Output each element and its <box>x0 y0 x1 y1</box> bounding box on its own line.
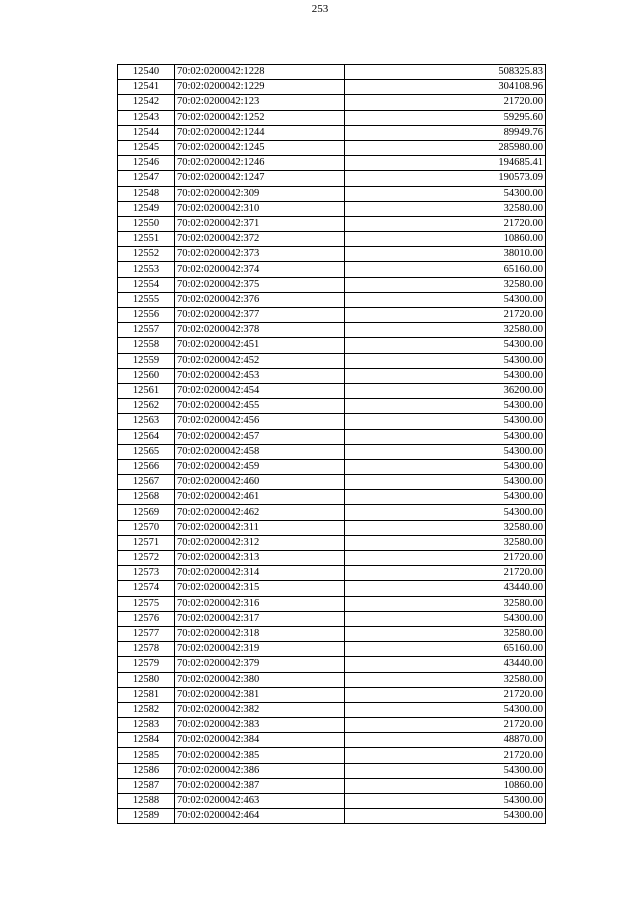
table-row <box>118 505 546 520</box>
table-row <box>118 95 546 110</box>
row-number-cell: 12574 <box>118 581 175 596</box>
cadastral-number-cell: 70:02:0200042:1228 <box>175 65 345 80</box>
cadastral-number-cell: 70:02:0200042:313 <box>175 551 345 566</box>
cadastral-value-cell: 508325.83 <box>345 65 546 80</box>
cadastral-value-cell: 304108.96 <box>345 80 546 95</box>
cadastral-value-cell: 54300.00 <box>345 490 546 505</box>
cadastral-number-cell: 70:02:0200042:459 <box>175 459 345 474</box>
cadastral-value-cell: 32580.00 <box>345 277 546 292</box>
row-number-cell: 12562 <box>118 399 175 414</box>
row-number-cell: 12581 <box>118 687 175 702</box>
cadastral-number-cell: 70:02:0200042:384 <box>175 733 345 748</box>
row-number-cell: 12564 <box>118 429 175 444</box>
cadastral-number-cell: 70:02:0200042:314 <box>175 566 345 581</box>
cadastral-value-cell: 10860.00 <box>345 778 546 793</box>
cadastral-value-cell: 54300.00 <box>345 809 546 824</box>
table-row <box>118 338 546 353</box>
cadastral-number-cell: 70:02:0200042:386 <box>175 763 345 778</box>
cadastral-number-cell: 70:02:0200042:1229 <box>175 80 345 95</box>
table-row <box>118 551 546 566</box>
cadastral-number-cell: 70:02:0200042:317 <box>175 611 345 626</box>
cadastral-value-cell: 21720.00 <box>345 551 546 566</box>
row-number-cell: 12559 <box>118 353 175 368</box>
cadastral-value-cell: 54300.00 <box>345 292 546 307</box>
row-number-cell: 12563 <box>118 414 175 429</box>
row-number-cell: 12578 <box>118 642 175 657</box>
table-row <box>118 687 546 702</box>
table-row <box>118 702 546 717</box>
cadastral-value-cell: 54300.00 <box>345 505 546 520</box>
table-row <box>118 399 546 414</box>
row-number-cell: 12561 <box>118 383 175 398</box>
page-number: 253 <box>311 3 329 15</box>
table-row <box>118 657 546 672</box>
cadastral-number-cell: 70:02:0200042:379 <box>175 657 345 672</box>
cadastral-number-cell: 70:02:0200042:311 <box>175 520 345 535</box>
cadastral-value-cell: 65160.00 <box>345 262 546 277</box>
row-number-cell: 12566 <box>118 459 175 474</box>
row-number-cell: 12572 <box>118 551 175 566</box>
row-number-cell: 12584 <box>118 733 175 748</box>
cadastral-value-cell: 54300.00 <box>345 399 546 414</box>
row-number-cell: 12554 <box>118 277 175 292</box>
table-row <box>118 186 546 201</box>
table-row <box>118 596 546 611</box>
row-number-cell: 12545 <box>118 140 175 155</box>
cadastral-number-cell: 70:02:0200042:385 <box>175 748 345 763</box>
cadastral-value-cell: 32580.00 <box>345 520 546 535</box>
cadastral-number-cell: 70:02:0200042:460 <box>175 475 345 490</box>
cadastral-number-cell: 70:02:0200042:380 <box>175 672 345 687</box>
cadastral-value-cell: 54300.00 <box>345 444 546 459</box>
row-number-cell: 12542 <box>118 95 175 110</box>
cadastral-number-cell: 70:02:0200042:315 <box>175 581 345 596</box>
table-row <box>118 778 546 793</box>
row-number-cell: 12575 <box>118 596 175 611</box>
table-row <box>118 247 546 262</box>
cadastral-value-cell: 194685.41 <box>345 156 546 171</box>
table-row <box>118 566 546 581</box>
row-number-cell: 12552 <box>118 247 175 262</box>
row-number-cell: 12579 <box>118 657 175 672</box>
cadastral-number-cell: 70:02:0200042:373 <box>175 247 345 262</box>
cadastral-value-cell: 32580.00 <box>345 626 546 641</box>
cadastral-number-cell: 70:02:0200042:382 <box>175 702 345 717</box>
table-row <box>118 642 546 657</box>
row-number-cell: 12557 <box>118 323 175 338</box>
cadastral-value-cell: 32580.00 <box>345 201 546 216</box>
cadastral-value-cell: 54300.00 <box>345 368 546 383</box>
cadastral-number-cell: 70:02:0200042:123 <box>175 95 345 110</box>
cadastral-number-cell: 70:02:0200042:381 <box>175 687 345 702</box>
cadastral-number-cell: 70:02:0200042:451 <box>175 338 345 353</box>
cadastral-value-cell: 32580.00 <box>345 672 546 687</box>
table-row <box>118 535 546 550</box>
table-row <box>118 809 546 824</box>
table-row <box>118 156 546 171</box>
cadastral-value-cell: 32580.00 <box>345 596 546 611</box>
row-number-cell: 12544 <box>118 125 175 140</box>
cadastral-number-cell: 70:02:0200042:374 <box>175 262 345 277</box>
cadastral-number-cell: 70:02:0200042:1246 <box>175 156 345 171</box>
cadastral-number-cell: 70:02:0200042:461 <box>175 490 345 505</box>
row-number-cell: 12573 <box>118 566 175 581</box>
table-row <box>118 292 546 307</box>
row-number-cell: 12549 <box>118 201 175 216</box>
cadastral-value-cell: 21720.00 <box>345 748 546 763</box>
cadastral-value-cell: 54300.00 <box>345 459 546 474</box>
cadastral-number-cell: 70:02:0200042:452 <box>175 353 345 368</box>
cadastral-number-cell: 70:02:0200042:371 <box>175 216 345 231</box>
table-row <box>118 475 546 490</box>
cadastral-number-cell: 70:02:0200042:375 <box>175 277 345 292</box>
cadastral-value-cell: 21720.00 <box>345 718 546 733</box>
cadastral-number-cell: 70:02:0200042:464 <box>175 809 345 824</box>
table-row <box>118 429 546 444</box>
cadastral-number-cell: 70:02:0200042:1245 <box>175 140 345 155</box>
table-row <box>118 262 546 277</box>
row-number-cell: 12547 <box>118 171 175 186</box>
cadastral-number-cell: 70:02:0200042:316 <box>175 596 345 611</box>
table-row <box>118 490 546 505</box>
table-row <box>118 277 546 292</box>
cadastral-number-cell: 70:02:0200042:462 <box>175 505 345 520</box>
cadastral-value-cell: 54300.00 <box>345 186 546 201</box>
row-number-cell: 12571 <box>118 535 175 550</box>
cadastral-value-cell: 43440.00 <box>345 581 546 596</box>
cadastral-number-cell: 70:02:0200042:372 <box>175 232 345 247</box>
cadastral-number-cell: 70:02:0200042:310 <box>175 201 345 216</box>
cadastral-value-cell: 54300.00 <box>345 702 546 717</box>
cadastral-value-cell: 190573.09 <box>345 171 546 186</box>
row-number-cell: 12570 <box>118 520 175 535</box>
table-row <box>118 216 546 231</box>
cadastral-value-table <box>117 64 546 824</box>
cadastral-number-cell: 70:02:0200042:454 <box>175 383 345 398</box>
cadastral-value-cell: 21720.00 <box>345 566 546 581</box>
table-row <box>118 353 546 368</box>
cadastral-number-cell: 70:02:0200042:457 <box>175 429 345 444</box>
cadastral-value-cell: 38010.00 <box>345 247 546 262</box>
row-number-cell: 12558 <box>118 338 175 353</box>
row-number-cell: 12546 <box>118 156 175 171</box>
row-number-cell: 12567 <box>118 475 175 490</box>
table-row <box>118 383 546 398</box>
table-row <box>118 581 546 596</box>
cadastral-number-cell: 70:02:0200042:383 <box>175 718 345 733</box>
cadastral-value-cell: 21720.00 <box>345 687 546 702</box>
row-number-cell: 12588 <box>118 794 175 809</box>
cadastral-value-cell: 43440.00 <box>345 657 546 672</box>
cadastral-value-cell: 54300.00 <box>345 763 546 778</box>
cadastral-number-cell: 70:02:0200042:453 <box>175 368 345 383</box>
row-number-cell: 12586 <box>118 763 175 778</box>
cadastral-value-cell: 54300.00 <box>345 475 546 490</box>
row-number-cell: 12550 <box>118 216 175 231</box>
row-number-cell: 12541 <box>118 80 175 95</box>
table-row <box>118 794 546 809</box>
cadastral-value-cell: 54300.00 <box>345 611 546 626</box>
cadastral-value-cell: 10860.00 <box>345 232 546 247</box>
row-number-cell: 12576 <box>118 611 175 626</box>
table-row <box>118 171 546 186</box>
cadastral-number-cell: 70:02:0200042:319 <box>175 642 345 657</box>
cadastral-value-cell: 54300.00 <box>345 353 546 368</box>
cadastral-value-cell: 48870.00 <box>345 733 546 748</box>
cadastral-number-cell: 70:02:0200042:376 <box>175 292 345 307</box>
cadastral-number-cell: 70:02:0200042:1252 <box>175 110 345 125</box>
cadastral-value-cell: 54300.00 <box>345 794 546 809</box>
cadastral-number-cell: 70:02:0200042:463 <box>175 794 345 809</box>
row-number-cell: 12589 <box>118 809 175 824</box>
cadastral-value-cell: 285980.00 <box>345 140 546 155</box>
row-number-cell: 12553 <box>118 262 175 277</box>
table-row <box>118 748 546 763</box>
cadastral-value-cell: 89949.76 <box>345 125 546 140</box>
table-row <box>118 763 546 778</box>
row-number-cell: 12555 <box>118 292 175 307</box>
cadastral-number-cell: 70:02:0200042:309 <box>175 186 345 201</box>
table-row <box>118 718 546 733</box>
row-number-cell: 12568 <box>118 490 175 505</box>
row-number-cell: 12540 <box>118 65 175 80</box>
cadastral-value-cell: 21720.00 <box>345 216 546 231</box>
cadastral-number-cell: 70:02:0200042:312 <box>175 535 345 550</box>
cadastral-number-cell: 70:02:0200042:377 <box>175 308 345 323</box>
row-number-cell: 12556 <box>118 308 175 323</box>
row-number-cell: 12548 <box>118 186 175 201</box>
table-row <box>118 110 546 125</box>
cadastral-number-cell: 70:02:0200042:387 <box>175 778 345 793</box>
table-row <box>118 626 546 641</box>
table-row <box>118 520 546 535</box>
table-row <box>118 414 546 429</box>
row-number-cell: 12587 <box>118 778 175 793</box>
row-number-cell: 12560 <box>118 368 175 383</box>
row-number-cell: 12565 <box>118 444 175 459</box>
table-row <box>118 733 546 748</box>
table-row <box>118 368 546 383</box>
row-number-cell: 12580 <box>118 672 175 687</box>
table-row <box>118 232 546 247</box>
row-number-cell: 12585 <box>118 748 175 763</box>
table-row <box>118 459 546 474</box>
cadastral-number-cell: 70:02:0200042:1247 <box>175 171 345 186</box>
row-number-cell: 12582 <box>118 702 175 717</box>
row-number-cell: 12543 <box>118 110 175 125</box>
cadastral-value-cell: 59295.60 <box>345 110 546 125</box>
cadastral-value-cell: 54300.00 <box>345 338 546 353</box>
row-number-cell: 12577 <box>118 626 175 641</box>
row-number-cell: 12569 <box>118 505 175 520</box>
table-row <box>118 323 546 338</box>
cadastral-value-cell: 54300.00 <box>345 429 546 444</box>
table-row <box>118 201 546 216</box>
cadastral-number-cell: 70:02:0200042:458 <box>175 444 345 459</box>
cadastral-value-cell: 32580.00 <box>345 535 546 550</box>
cadastral-value-cell: 21720.00 <box>345 308 546 323</box>
row-number-cell: 12551 <box>118 232 175 247</box>
cadastral-number-cell: 70:02:0200042:456 <box>175 414 345 429</box>
table-body <box>118 65 546 824</box>
cadastral-number-cell: 70:02:0200042:455 <box>175 399 345 414</box>
cadastral-value-cell: 32580.00 <box>345 323 546 338</box>
cadastral-value-cell: 21720.00 <box>345 95 546 110</box>
cadastral-number-cell: 70:02:0200042:318 <box>175 626 345 641</box>
table-row <box>118 65 546 80</box>
cadastral-value-cell: 65160.00 <box>345 642 546 657</box>
table-row <box>118 308 546 323</box>
row-number-cell: 12583 <box>118 718 175 733</box>
table-row <box>118 80 546 95</box>
table-row <box>118 125 546 140</box>
cadastral-number-cell: 70:02:0200042:378 <box>175 323 345 338</box>
table-row <box>118 672 546 687</box>
cadastral-value-cell: 54300.00 <box>345 414 546 429</box>
cadastral-value-cell: 36200.00 <box>345 383 546 398</box>
cadastral-number-cell: 70:02:0200042:1244 <box>175 125 345 140</box>
table-row <box>118 444 546 459</box>
table-row <box>118 611 546 626</box>
table-row <box>118 140 546 155</box>
